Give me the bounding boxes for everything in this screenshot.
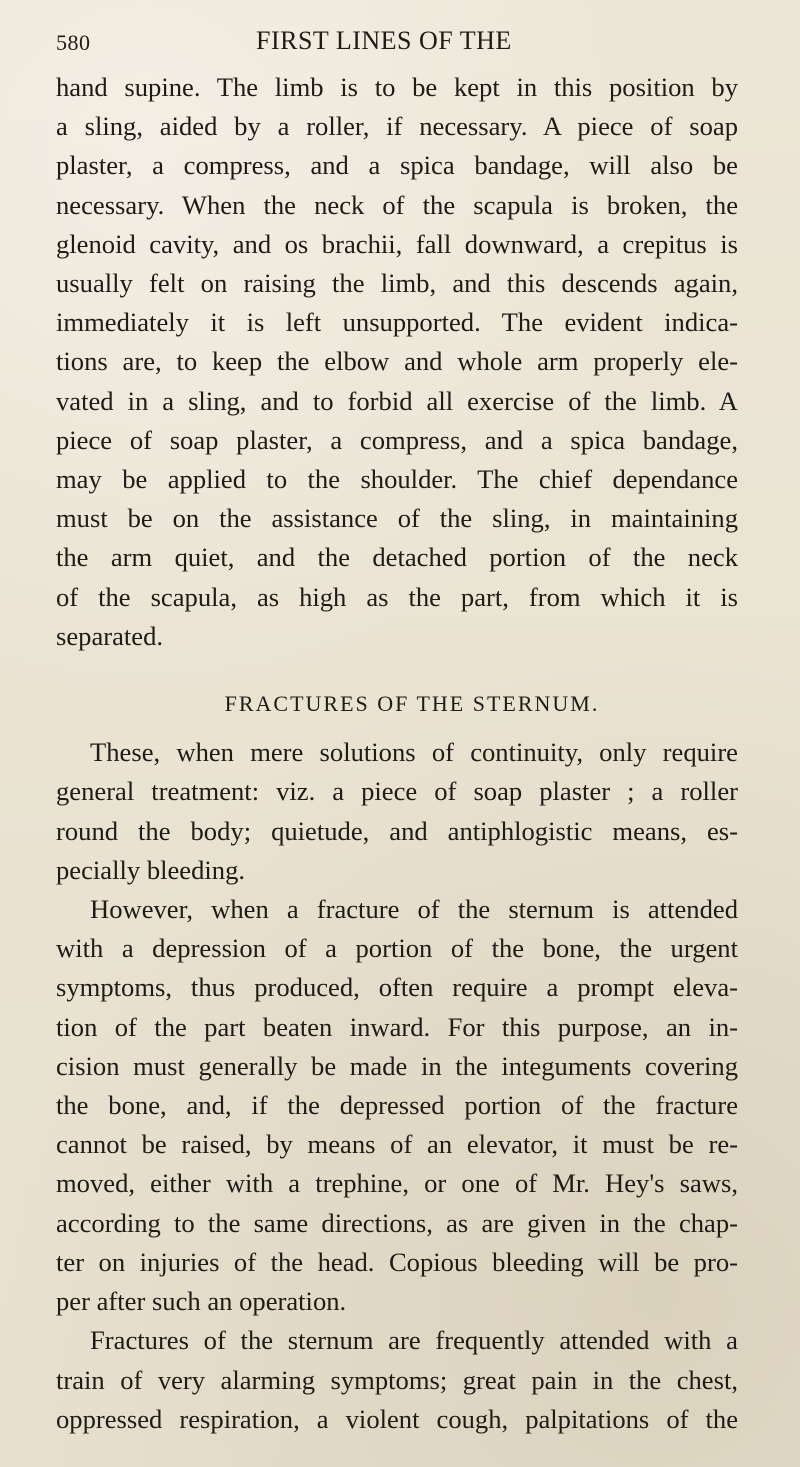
text-line: with a depression of a portion of the bone, the urgent: [56, 933, 738, 964]
text-line: plaster, a compress, and a spica bandage, will also be: [56, 150, 738, 181]
text-line: of the scapula, as high as the part, from which it is: [56, 581, 738, 612]
text-line: immediately it is left unsupported. The evident indica-: [56, 307, 738, 338]
text-line: train of very alarming symptoms; great pain in the chest,: [56, 1364, 738, 1395]
text-line: round the body; quietude, and antiphlogistic means, es-: [56, 815, 738, 846]
page-number: 580: [56, 30, 91, 55]
text-line: glenoid cavity, and os brachii, fall downward, a crepitus is: [56, 228, 738, 259]
paragraph-scapula: [56, 68, 738, 656]
text-line: cannot be raised, by means of an elevator, it must be re-: [56, 1129, 738, 1160]
text-line: necessary. When the neck of the scapula is broken, the: [56, 189, 738, 220]
text-line: However, when a fracture of the sternum is attended: [90, 894, 738, 925]
text-line: the bone, and, if the depressed portion of the fracture: [56, 1090, 738, 1121]
text-line: usually felt on raising the limb, and this descends again,: [56, 268, 738, 299]
text-line: cision must generally be made in the integuments covering: [56, 1050, 738, 1081]
text-line: a sling, aided by a roller, if necessary. A piece of soap: [56, 111, 738, 142]
text-line: ter on injuries of the head. Copious bleeding will be pro-: [56, 1246, 738, 1277]
paragraph-general-treatment: [56, 733, 738, 890]
text-line: according to the same directions, as are given in the chap-: [56, 1207, 738, 1238]
running-head: [56, 18, 738, 64]
text-line: may be applied to the shoulder. The chief dependance: [56, 464, 738, 495]
text-line: piece of soap plaster, a compress, and a spica bandage,: [56, 424, 738, 455]
text-line: moved, either with a trephine, or one of Mr. Hey's saws,: [56, 1168, 738, 1199]
text-line: per after such an operation.: [56, 1286, 347, 1317]
text-line: tion of the part beaten inward. For this purpose, an in-: [56, 1011, 738, 1042]
text-line: oppressed respiration, a violent cough, palpitations of the: [56, 1403, 738, 1434]
text-line: hand supine. The limb is to be kept in this position by: [56, 72, 738, 102]
text-line: tions are, to keep the elbow and whole arm properly ele-: [56, 346, 738, 377]
running-title: FIRST LINES OF THE: [256, 26, 512, 55]
text-line: must be on the assistance of the sling, in maintaining: [56, 503, 738, 534]
body-text: [56, 68, 738, 1439]
text-line: symptoms, thus produced, often require a prompt eleva-: [56, 972, 738, 1003]
text-line: the arm quiet, and the detached portion of the neck: [56, 542, 738, 573]
text-line: Fractures of the sternum are frequently attended with a: [90, 1325, 738, 1356]
text-line: pecially bleeding.: [56, 854, 246, 885]
text-line: general treatment: viz. a piece of soap plaster ; a roller: [56, 776, 738, 807]
section-heading: FRACTURES OF THE STERNUM.: [224, 691, 600, 717]
text-line: vated in a sling, and to forbid all exercise of the limb. A: [56, 385, 738, 416]
paragraph-alarming-symptoms: [56, 1321, 738, 1439]
text-line: separated.: [56, 620, 164, 651]
paragraph-depression: [56, 890, 738, 1321]
text-line: These, when mere solutions of continuity, only require: [90, 737, 738, 768]
